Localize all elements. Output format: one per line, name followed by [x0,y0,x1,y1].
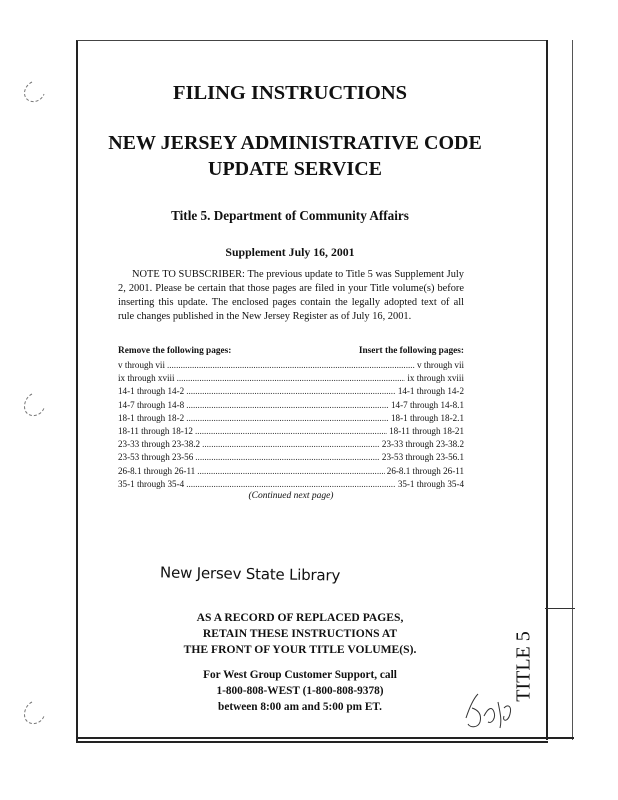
insert-pages: ix through xviii [407,373,464,384]
record-instructions [150,610,450,658]
remove-pages: 26-8.1 through 26-11 [118,465,196,476]
title-line-1: NEW JERSEY ADMINISTRATIVE CODE [108,132,482,154]
list-item [118,438,464,451]
remove-pages: 18-1 through 18-2 [118,412,185,423]
insert-pages: 18-11 through 18-21 [389,426,464,437]
leader-dots [195,425,387,438]
support-line-3: between 8:00 am and 5:00 pm ET. [218,701,382,713]
insert-pages: 23-33 through 23-38.2 [381,439,464,450]
leader-dots [177,372,406,385]
remove-header: Remove the following pages: [118,346,232,356]
leader-dots [186,385,396,398]
leader-dots [197,465,385,478]
list-item [118,425,464,438]
remove-pages: ix through xviii [118,373,175,384]
insert-pages: 26-8.1 through 26-11 [386,465,464,476]
note-text: NOTE TO SUBSCRIBER: The previous update to Title 5 was Supplement July 2, 2001. Please be certain that those pages are filed in your Title volume(s) before inserting this update. The enclosed pages contain the legally adopted text of all rule changes published in the New Jersey Register as of July 16, 2001. [118,269,464,322]
leader-dots [186,399,389,412]
right-tab-border [546,40,548,740]
remove-pages: 23-33 through 23-38.2 [118,439,201,450]
binder-hole-mark-icon [18,700,46,726]
record-line-1: AS A RECORD OF REPLACED PAGES, [196,611,404,624]
record-line-2: RETAIN THESE INSTRUCTIONS AT [202,627,398,640]
insert-pages: v through vii [417,360,464,370]
insert-pages: 18-1 through 18-2.1 [391,412,464,423]
record-line-3: THE FRONT OF YOUR TITLE VOLUME(S). [183,643,417,656]
page-list [118,359,464,491]
subtitle: Title 5. Department of Community Affairs [171,208,409,223]
library-stamp: New Jersev State Library [159,563,341,585]
insert-pages: 35-1 through 35-4 [397,478,464,489]
bottom-border [76,737,574,739]
title-line-2: UPDATE SERVICE [208,158,382,180]
handwritten-initials-icon [458,688,518,732]
remove-pages: 35-1 through 35-4 [118,478,185,489]
leader-dots [167,359,415,372]
support-line-2: 1-800-808-WEST (1-800-808-9378) [216,685,384,697]
support-line-1: For West Group Customer Support, call [203,669,397,681]
page-list-header [118,346,464,356]
insert-pages: 23-53 through 23-56.1 [381,452,464,463]
outer-right-border [572,40,573,740]
leader-dots [186,412,389,425]
continued-note: (Continued next page) [248,491,334,501]
binder-hole-mark-icon [18,392,46,418]
binder-hole-mark-icon [18,80,46,104]
list-item [118,385,464,398]
remove-pages: 18-11 through 18-12 [118,426,193,437]
insert-pages: 14-7 through 14-8.1 [391,399,464,410]
insert-header: Insert the following pages: [358,346,464,356]
title-tab-label: TITLE 5 [512,631,535,702]
customer-support [150,667,450,715]
leader-dots [186,478,396,491]
insert-pages: 14-1 through 14-2 [397,386,464,397]
remove-pages: 14-1 through 14-2 [118,386,185,397]
remove-pages: 14-7 through 14-8 [118,399,185,410]
heading: FILING INSTRUCTIONS [172,82,408,104]
note-to-subscriber [118,268,464,324]
list-item [118,451,464,464]
list-item [118,412,464,425]
list-item [118,399,464,412]
list-item [118,359,464,372]
remove-pages: v through vii [118,360,165,370]
tab-divider [545,608,575,609]
list-item [118,465,464,478]
list-item [118,372,464,385]
leader-dots [202,438,380,451]
supplement-date: Supplement July 16, 2001 [225,245,355,259]
list-item [118,478,464,491]
leader-dots [195,451,380,464]
remove-pages: 23-53 through 23-56 [118,452,194,463]
